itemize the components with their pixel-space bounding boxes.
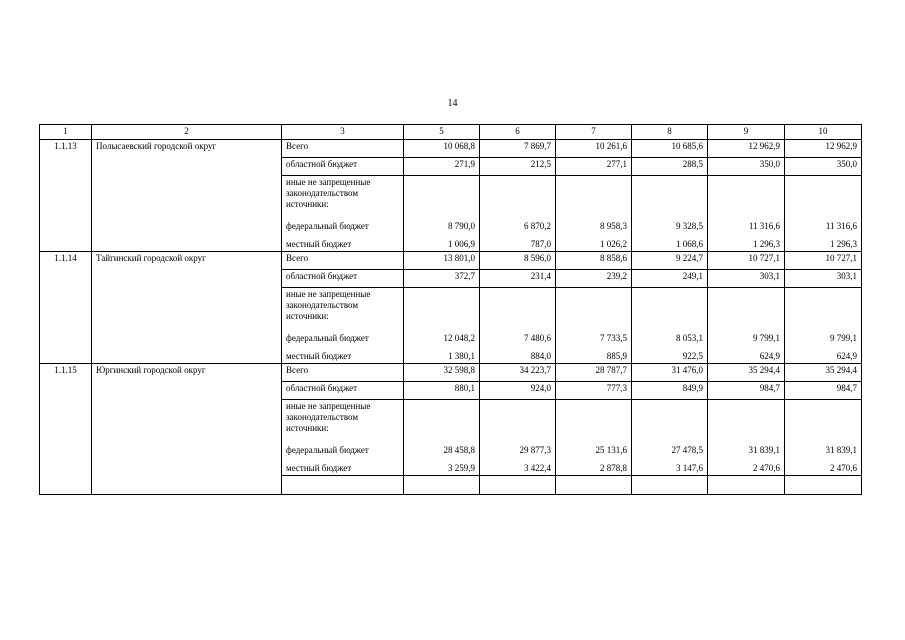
value-cell: [556, 288, 632, 364]
value-cell: 984,7: [785, 382, 862, 400]
spacer: [560, 401, 627, 445]
value-cell: 10 685,6: [632, 140, 708, 158]
value-cell: [785, 288, 862, 364]
value-cell: [708, 400, 785, 476]
filler-cell: [632, 476, 708, 495]
page-number: 14: [447, 98, 458, 109]
filler-cell: [785, 476, 862, 495]
row-label: областной бюджет: [282, 158, 404, 176]
table-header-row: [40, 125, 862, 140]
value-cell: 13 801,0: [404, 252, 480, 270]
federal-label: федеральный бюджет: [286, 445, 369, 455]
value-cell: 288,5: [632, 158, 708, 176]
row-label: [282, 176, 404, 252]
header-cell: 1: [40, 125, 92, 140]
local-value: 2 470,6: [753, 463, 780, 473]
value-cell: [632, 176, 708, 252]
spacer: [789, 289, 857, 333]
local-value: 1 296,3: [753, 239, 780, 249]
value-cell: [480, 400, 556, 476]
local-value: 624,9: [759, 351, 780, 361]
local-value: 884,0: [530, 351, 551, 361]
federal-label: федеральный бюджет: [286, 221, 369, 231]
local-value: 624,9: [836, 351, 857, 361]
federal-value: 31 839,1: [748, 445, 780, 455]
section-code: 1.1.15: [40, 364, 92, 495]
local-value: 922,5: [682, 351, 703, 361]
other-sources-label: иные не запрещенные законодательством источники:: [286, 177, 371, 209]
local-value: 2 470,6: [830, 463, 857, 473]
header-cell: 10: [785, 125, 862, 140]
spacer: [712, 177, 780, 221]
section-name: Тайгинский городской округ: [92, 252, 282, 364]
value-cell: 849,9: [632, 382, 708, 400]
value-cell: 271,9: [404, 158, 480, 176]
value-cell: 212,5: [480, 158, 556, 176]
spacer: [712, 401, 780, 445]
local-value: 3 147,6: [676, 463, 703, 473]
value-cell: [708, 288, 785, 364]
row-label: областной бюджет: [282, 270, 404, 288]
other-sources-label: иные не запрещенные законодательством источники:: [286, 401, 371, 433]
federal-value: 8 053,1: [676, 333, 703, 343]
spacer: [286, 210, 399, 221]
value-cell: 880,1: [404, 382, 480, 400]
value-cell: [556, 176, 632, 252]
value-cell: 303,1: [785, 270, 862, 288]
table-row: [40, 140, 862, 158]
value-cell: 239,2: [556, 270, 632, 288]
value-cell: 10 727,1: [708, 252, 785, 270]
table-body: [40, 140, 862, 495]
value-cell: 9 224,7: [632, 252, 708, 270]
table-row: [40, 252, 862, 270]
federal-value: 8 958,3: [600, 221, 627, 231]
value-cell: [785, 400, 862, 476]
value-cell: 10 068,8: [404, 140, 480, 158]
federal-value: 28 458,8: [443, 445, 475, 455]
value-cell: [404, 400, 480, 476]
header-cell: 2: [92, 125, 282, 140]
federal-value: 27 478,5: [671, 445, 703, 455]
federal-label: федеральный бюджет: [286, 333, 369, 343]
value-cell: 32 598,8: [404, 364, 480, 382]
spacer: [484, 401, 551, 445]
row-label: Всего: [282, 364, 404, 382]
value-cell: 34 223,7: [480, 364, 556, 382]
value-cell: 372,7: [404, 270, 480, 288]
local-value: 1 068,6: [676, 239, 703, 249]
value-cell: 984,7: [708, 382, 785, 400]
value-cell: 10 261,6: [556, 140, 632, 158]
value-cell: [632, 288, 708, 364]
federal-value: 7 733,5: [600, 333, 627, 343]
spacer: [286, 322, 399, 333]
local-value: 1 026,2: [600, 239, 627, 249]
header-cell: 9: [708, 125, 785, 140]
header-cell: 6: [480, 125, 556, 140]
federal-value: 11 316,6: [748, 221, 780, 231]
value-cell: 777,3: [556, 382, 632, 400]
local-value: 787,0: [530, 239, 551, 249]
value-cell: [785, 176, 862, 252]
federal-value: 9 328,5: [676, 221, 703, 231]
value-cell: [556, 400, 632, 476]
header-cell: 3: [282, 125, 404, 140]
header-cell: 5: [404, 125, 480, 140]
spacer: [636, 177, 703, 221]
federal-value: 31 839,1: [825, 445, 857, 455]
value-cell: [404, 288, 480, 364]
local-label: местный бюджет: [286, 239, 352, 249]
section-name: Полысаевский городской округ: [92, 140, 282, 252]
local-value: 885,9: [606, 351, 627, 361]
federal-value: 9 799,1: [753, 333, 780, 343]
spacer: [560, 289, 627, 333]
spacer: [560, 177, 627, 221]
value-cell: [708, 176, 785, 252]
federal-value: 11 316,6: [825, 221, 857, 231]
spacer: [789, 177, 857, 221]
table-row: [40, 364, 862, 382]
value-cell: 12 962,9: [785, 140, 862, 158]
section-name: Юргинский городской округ: [92, 364, 282, 495]
local-value: 1 006,9: [448, 239, 475, 249]
value-cell: 35 294,4: [785, 364, 862, 382]
budget-table: [39, 124, 862, 495]
row-label: [282, 288, 404, 364]
value-cell: 10 727,1: [785, 252, 862, 270]
federal-value: 25 131,6: [595, 445, 627, 455]
spacer: [408, 289, 475, 333]
local-value: 2 878,8: [600, 463, 627, 473]
spacer: [484, 177, 551, 221]
federal-value: 7 480,6: [524, 333, 551, 343]
value-cell: [404, 176, 480, 252]
local-value: 3 422,4: [524, 463, 551, 473]
value-cell: 35 294,4: [708, 364, 785, 382]
spacer: [789, 401, 857, 445]
spacer: [636, 289, 703, 333]
filler-cell: [480, 476, 556, 495]
value-cell: 231,4: [480, 270, 556, 288]
row-label: областной бюджет: [282, 382, 404, 400]
value-cell: [480, 288, 556, 364]
spacer: [484, 289, 551, 333]
spacer: [286, 434, 399, 445]
value-cell: 7 869,7: [480, 140, 556, 158]
local-value: 1 296,3: [830, 239, 857, 249]
value-cell: 303,1: [708, 270, 785, 288]
value-cell: [632, 400, 708, 476]
row-label: [282, 400, 404, 476]
other-sources-label: иные не запрещенные законодательством источники:: [286, 289, 371, 321]
filler-cell: [556, 476, 632, 495]
spacer: [712, 289, 780, 333]
value-cell: 924,0: [480, 382, 556, 400]
header-cell: 8: [632, 125, 708, 140]
federal-value: 12 048,2: [443, 333, 475, 343]
value-cell: 8 596,0: [480, 252, 556, 270]
local-value: 3 259,9: [448, 463, 475, 473]
section-code: 1.1.13: [40, 140, 92, 252]
spacer: [408, 177, 475, 221]
federal-value: 8 790,0: [448, 221, 475, 231]
header-cell: 7: [556, 125, 632, 140]
federal-value: 29 877,3: [519, 445, 551, 455]
filler-cell: [708, 476, 785, 495]
filler-cell: [404, 476, 480, 495]
filler-cell: [282, 476, 404, 495]
value-cell: 350,0: [708, 158, 785, 176]
value-cell: 350,0: [785, 158, 862, 176]
local-value: 1 380,1: [448, 351, 475, 361]
value-cell: 8 858,6: [556, 252, 632, 270]
local-label: местный бюджет: [286, 463, 352, 473]
value-cell: [480, 176, 556, 252]
federal-value: 6 870,2: [524, 221, 551, 231]
federal-value: 9 799,1: [830, 333, 857, 343]
value-cell: 31 476,0: [632, 364, 708, 382]
spacer: [408, 401, 475, 445]
row-label: Всего: [282, 140, 404, 158]
local-label: местный бюджет: [286, 351, 352, 361]
value-cell: 249,1: [632, 270, 708, 288]
value-cell: 12 962,9: [708, 140, 785, 158]
section-code: 1.1.14: [40, 252, 92, 364]
spacer: [636, 401, 703, 445]
value-cell: 28 787,7: [556, 364, 632, 382]
row-label: Всего: [282, 252, 404, 270]
value-cell: 277,1: [556, 158, 632, 176]
